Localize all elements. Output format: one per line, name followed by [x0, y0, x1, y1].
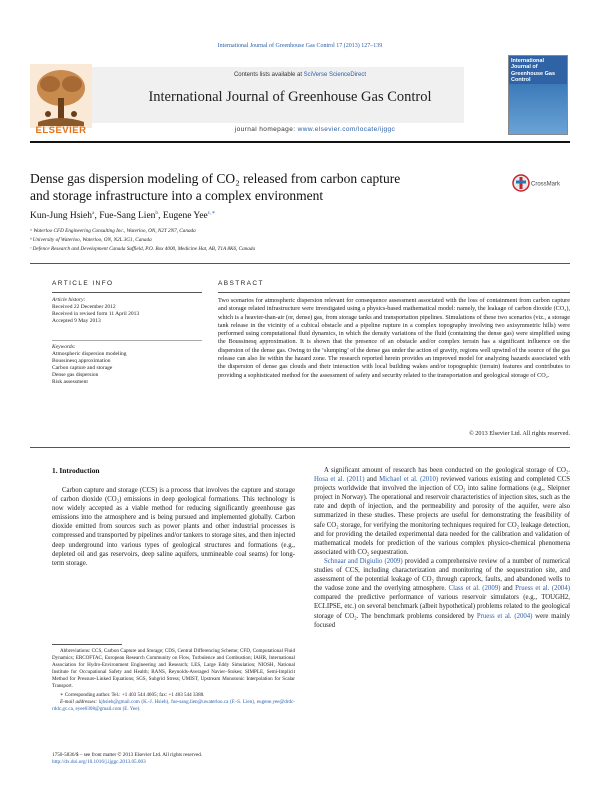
homepage-link[interactable]: www.elsevier.com/locate/ijggc — [297, 126, 396, 133]
abstract-rule — [218, 292, 570, 293]
keyword-item: Atmospheric dispersion modeling — [52, 351, 127, 357]
elsevier-tree-logo-icon — [30, 64, 92, 128]
para-text: compared the predictive performance of various reservoir simulators (e.g., TOUGH2, ECLIPSE, etc.) on several benchmark (albeit hypothetical) problems related to the geological storage of CO₂. The benchmark problems considered by — [314, 594, 570, 620]
journal-title: International Journal of Greenhouse Gas Control — [148, 89, 432, 105]
intro-paragraph-1 — [52, 486, 295, 568]
right-paragraph-1 — [314, 466, 570, 557]
article-info-header: ARTICLE INFO — [52, 280, 114, 287]
contents-prefix: Contents lists available at — [233, 72, 304, 78]
para-text: and — [364, 476, 380, 484]
author-affil-sup[interactable]: b — [155, 210, 159, 216]
footnote-abbreviations: Abbreviations: CCS, Carbon Capture and Storage; CDS, Central Differencing Scheme; CFD, Computational Fluid Dynamics; ERCOFTAC, European Research Community on Flow, Turbulence and Combustion; IAHR, International Association for Hydro-Environment Engineering and Research; LES, Large Eddy Simulation; NIOSH, National Institute for Occupational Safety and Health; RANS, Reynolds-Averaged Navier–Stokes; SIMPLE, Semi-Implicit Method for Pressure-Linked Equations; SGS, Subgrid Stress; UMIST, Upstream Monotonic Interpolation for Scalar Transport. — [52, 648, 295, 689]
author-separator: , — [158, 211, 163, 222]
issn-line: 1750-5836/$ – see front matter © 2013 Elsevier Ltd. All rights reserved. — [52, 752, 203, 758]
history-accepted: Accepted 9 May 2013 — [52, 318, 101, 324]
footnote-corresponding: ∗ Corresponding author. Tel.: +1 403 544 4605; fax: +1 403 544 3388. — [60, 692, 205, 698]
footnote-email — [52, 699, 295, 713]
keywords-rule — [52, 340, 202, 341]
citation-pruess-2004[interactable]: Pruess et al. (2004) — [515, 585, 570, 593]
article-identifiers — [52, 752, 295, 766]
author-affil-sup[interactable]: a — [92, 210, 95, 216]
journal-homepage — [200, 126, 430, 133]
para-text: provided a comprehensive review of a number of numerical studies of CCS, including characterization and monitoring of the sequestration site, and assessment of the potential leakage of CO₂ through caprock, faults, and abandoned wells to the vadose zone and the overlying atmosphere. — [314, 557, 570, 593]
keywords-label: Keywords: — [52, 344, 76, 350]
journal-reference[interactable]: International Journal of Greenhouse Gas Control 17 (2013) 127–139 — [217, 43, 383, 49]
affiliation-rule — [30, 263, 570, 264]
history-revised: Received in revised form 11 April 2013 — [52, 311, 140, 317]
para-text: reviewed various existing and completed CCS projects worldwide that involved the injection of CO₂ into saline formations (e.g., Sleipner project in Norway). The operational and reservoir characteristics of injection sites, such as the rate and depth of injection, and the permeability and porosity of the aquifer, were also summarized in these studies. These projects are useful for demonstrating the feasibility of safe CO₂ storage, for verifying the monitoring techniques required for CO₂ leakage detection, and for providing the detailed experimental data needed for the calibration and validation of mathematical models for prediction of the various complex physico-chemical phenomena associated with CO₂ sequestration. — [314, 476, 571, 556]
abstract-text: Two scenarios for atmospheric dispersion relevant for consequence assessment associated with the loss of containment from carbon capture and storage related infrastructure were investigated using a physics-based mathematical model: namely, the leakage of carbon dioxide (CO₂), which is a heavier-than-air (or, dense) gas, from storage tanks and transportation pipelines. Simulations of these two scenarios (viz., a storage tank release in the vicinity of a cubical obstacle and a pipeline rupture in a complex topography involving two axisymmetric hills) were performed using computational fluid dynamics, in which the density variations of the fluid (containing the dense gas) were simplified using the Boussinesq approximation. It is shown that the presence of an obstacle and/or complex terrain has a significant influence on the dispersion of the dense gas. Owing to the ‘slumping’ of the dense gas under the action of gravity, regions well upwind of the source of the gas release can also lie within the hazard zone. The research reported herein provides an improved model for analyzing hazards associated with the dispersion of dense gas clouds and their interaction with local building wakes and/or topographic (terrain) features and contributes to providing a sophisticated method for the assessment of safety and security related to the transportation and geological storage of CO₂. — [218, 297, 570, 379]
author-separator: , — [94, 211, 100, 222]
footnotes — [52, 648, 295, 713]
publisher-name: ELSEVIER — [35, 125, 87, 136]
right-paragraph-2 — [314, 557, 570, 630]
email-addresses[interactable]: kjhsieh@gmail.com (K.-J. Hsieh), fue-sang.lien@uwaterloo.ca (F.-S. Lien), eugene.yee@drdc-rddc.gc.ca, eyee0308@gmail.com (E. Yee). — [52, 699, 295, 712]
keyword-item: Dense gas dispersion — [52, 372, 99, 378]
section-heading-introduction: 1. Introduction — [52, 466, 100, 475]
author-name[interactable]: Kun-Jung Hsieh — [30, 211, 93, 222]
doi-link[interactable]: http://dx.doi.org/10.1016/j.ijggc.2013.05.003 — [52, 759, 146, 765]
author-name[interactable]: Eugene Yee — [162, 211, 208, 222]
citation-class-2009[interactable]: Class et al. (2009) — [448, 585, 501, 593]
abstract-header: ABSTRACT — [218, 280, 264, 287]
crossmark-label: CrossMark — [531, 181, 561, 188]
journal-cover-title: International Journal of Greenhouse Gas Control — [511, 58, 556, 83]
footnote-rule — [52, 644, 122, 645]
para-text: A significant amount of research has been conducted on the geological storage of CO₂. — [324, 467, 570, 474]
affiliation-a: ᵃ Waterloo CFD Engineering Consulting Inc., Waterloo, ON, N2T 2N7, Canada — [30, 228, 196, 234]
header-rule — [30, 141, 570, 143]
crossmark-icon[interactable] — [512, 172, 561, 194]
para-text: and — [500, 585, 516, 593]
citation-schnaar-2009[interactable]: Schnaar and Digiulio (2009) — [324, 557, 403, 565]
paper-title — [30, 170, 500, 204]
keyword-item: Carbon capture and storage — [52, 365, 113, 371]
paper-title-line-1: Dense gas dispersion modeling of CO₂ released from carbon capture — [30, 171, 401, 186]
homepage-label: journal homepage: — [234, 126, 298, 133]
keyword-item: Boussinesq approximation — [52, 358, 111, 364]
citation-hosa-2011[interactable]: Hosa et al. (2011) — [314, 476, 365, 484]
sciencedirect-link[interactable]: SciVerse ScienceDirect — [303, 72, 367, 78]
abstract-bottom-rule — [30, 447, 570, 448]
author-name[interactable]: Fue-Sang Lien — [99, 211, 156, 222]
email-label: E-mail addresses: — [60, 699, 99, 705]
para-text: were mainly focused — [314, 612, 571, 629]
article-history-label: Article history: — [52, 297, 86, 303]
paper-title-line-2: and storage infrastructure into a complex environment — [30, 188, 324, 203]
author-affil-sup[interactable]: c,∗ — [207, 210, 216, 216]
article-info-rule — [52, 292, 202, 293]
affiliation-c: ᶜ Defence Research and Development Canada Suffield, P.O. Box 4000, Medicine Hat, AB, T1A 8K6, Canada — [30, 246, 256, 252]
citation-michael-2010[interactable]: Michael et al. (2010) — [379, 476, 439, 484]
history-received: Received 22 December 2012 — [52, 304, 116, 310]
right-column-text — [314, 466, 570, 630]
author-list — [30, 210, 550, 221]
intro-paragraph-text: Carbon capture and storage (CCS) is a process that involves the capture and storage of carbon dioxide (CO₂) emissions in deep geological formations. This technology is now widely accepted as a viable method for reducing significantly greenhouse gas emissions into the atmosphere and is being pursued and implemented globally. Carbon dioxide emitted from sources such as power plants and other industrial processes is compressed and transported by pipelines and/or tankers to storage sites, and then injected deep underground into various types of geological structures and formations (e.g., depleted oil and gas reservoirs, deep saline aquifers, unmineable coal seams) for long-term storage. — [52, 487, 295, 567]
affiliation-b: ᵇ University of Waterloo, Waterloo, ON, N2L 3G1, Canada — [30, 237, 152, 243]
citation-pruess-2004-b[interactable]: Pruess et al. (2004) — [476, 612, 533, 620]
keyword-item: Risk assessment — [52, 379, 88, 385]
abstract-copyright: © 2013 Elsevier Ltd. All rights reserved. — [469, 430, 570, 437]
